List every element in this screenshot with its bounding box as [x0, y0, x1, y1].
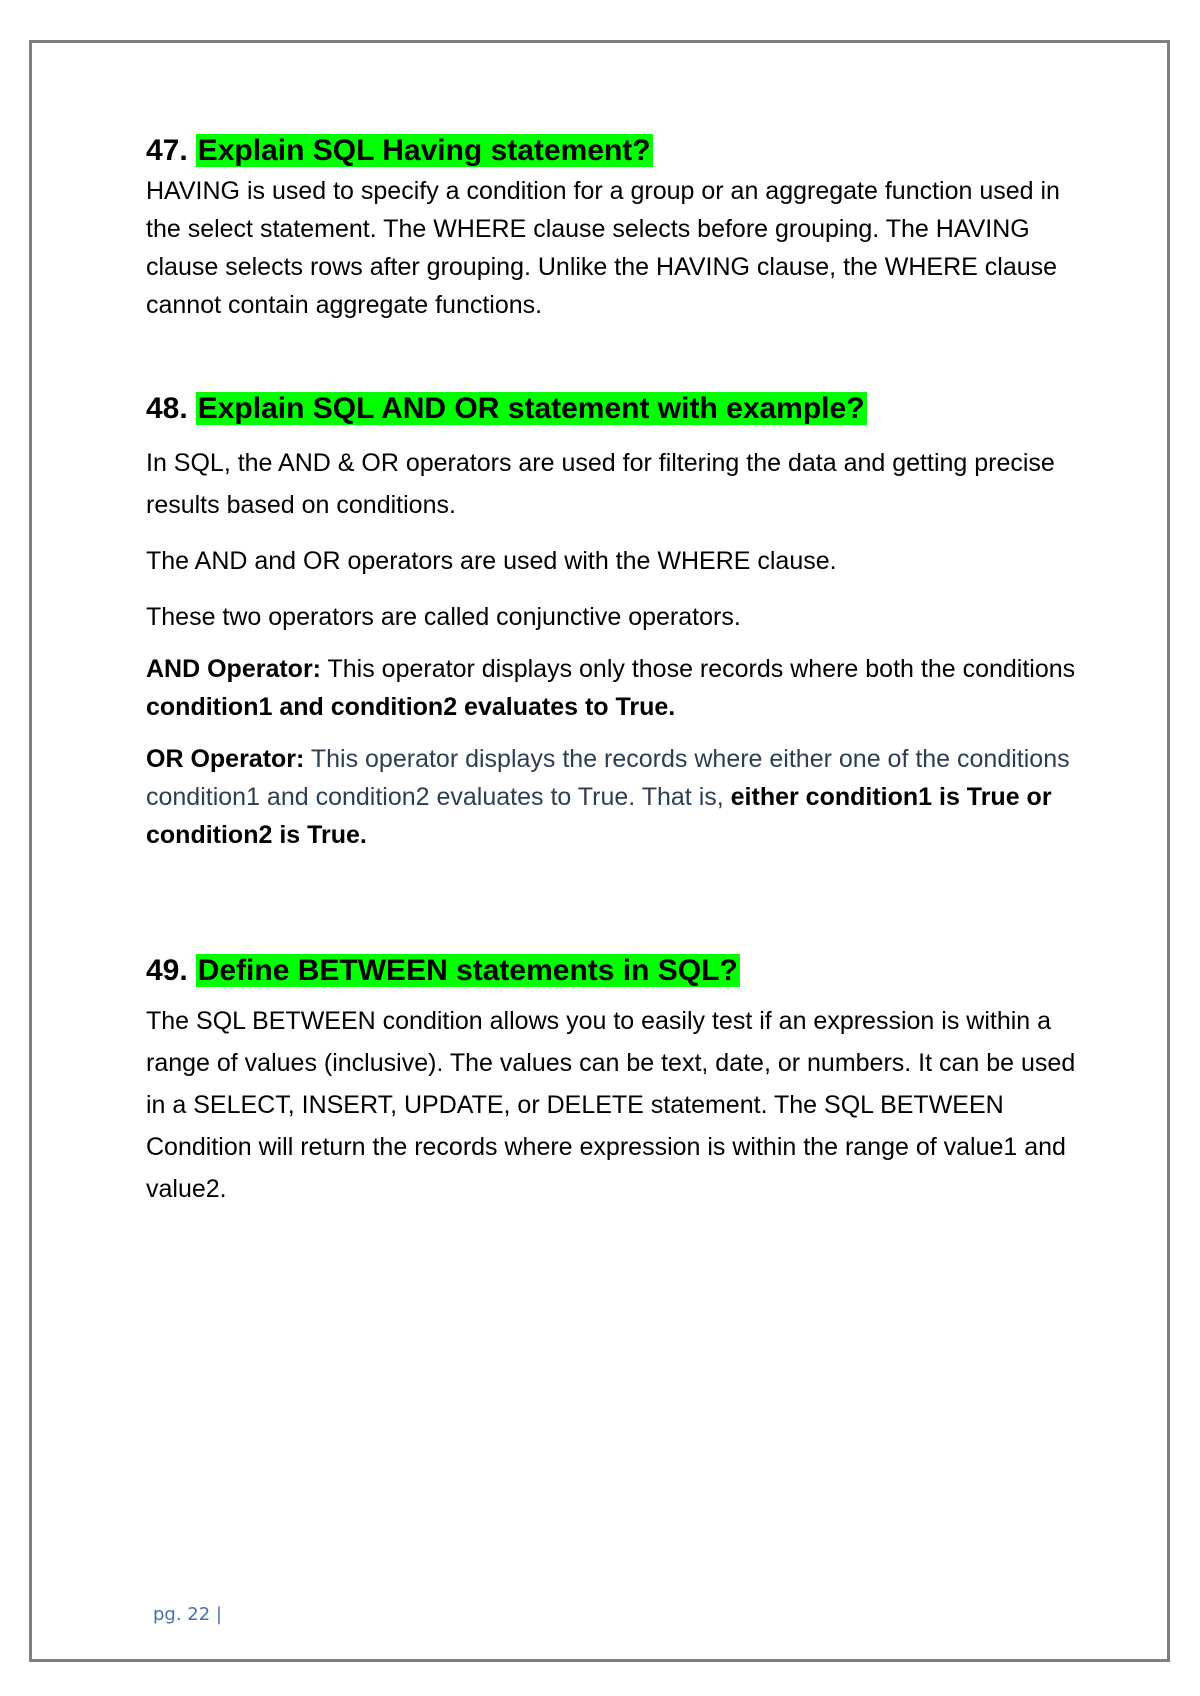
page-content: [146, 130, 1076, 1210]
question-48-paragraph-2: The AND and OR operators are used with the WHERE clause.: [146, 547, 837, 575]
and-operator-label: AND Operator:: [146, 655, 322, 683]
question-49-answer: The SQL BETWEEN condition allows you to easily test if an expression is within a range of values (inclusive). The values can be text, date, or numbers. It can be used in a SELECT, INSERT, UPDATE, or DELETE statement. The SQL BETWEEN Condition will return the records where expression is within the range of value1 and value2.: [146, 1007, 1076, 1203]
and-operator-paragraph: [146, 650, 1076, 726]
question-47-number: 47.: [146, 134, 188, 167]
question-48-number: 48.: [146, 392, 188, 425]
and-operator-text: This operator displays only those records where both the conditions: [321, 655, 1076, 683]
and-operator-emphasis: condition1 and condition2 evaluates to True.: [146, 693, 676, 721]
or-operator-paragraph: [146, 740, 1076, 854]
question-49-heading: [146, 950, 1076, 992]
question-48-title: Explain SQL AND OR statement with example?: [197, 392, 865, 425]
or-operator-text: This operator displays the records where either one of the conditions condition1 and condition2 evaluates to True. That is,: [146, 745, 1070, 811]
question-48-heading: [146, 388, 1076, 430]
question-48-paragraph-1: In SQL, the AND & OR operators are used for filtering the data and getting precise results based on conditions.: [146, 449, 1055, 519]
page-number-footer: pg. 22 |: [153, 1604, 222, 1625]
or-operator-label: OR Operator:: [146, 745, 305, 773]
question-48-paragraph-3: These two operators are called conjunctive operators.: [146, 603, 741, 631]
question-47-heading: [146, 130, 1076, 172]
question-49-number: 49.: [146, 954, 188, 987]
question-49-title: Define BETWEEN statements in SQL?: [197, 954, 738, 987]
question-47-title: Explain SQL Having statement?: [197, 134, 651, 167]
or-operator-emphasis: either condition1 is True or condition2 is True.: [146, 783, 1052, 849]
question-47-answer: HAVING is used to specify a condition for a group or an aggregate function used in the select statement. The WHERE clause selects before grouping. The HAVING clause selects rows after grouping. Unlike the HAVING clause, the WHERE clause cannot contain aggregate functions.: [146, 177, 1060, 319]
